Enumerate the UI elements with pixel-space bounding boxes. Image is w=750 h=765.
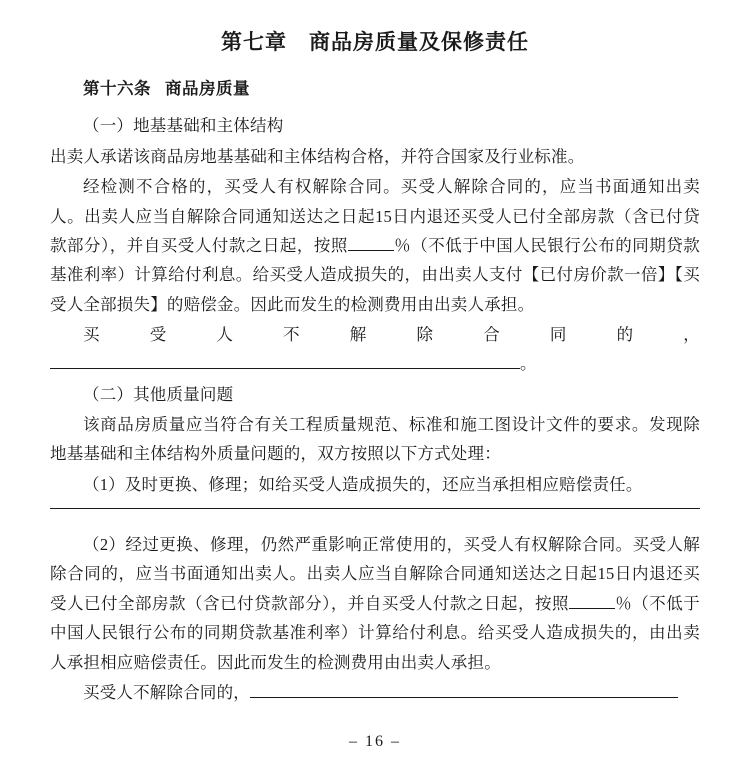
fill-in-rule-row — [50, 508, 700, 526]
paragraph-3 — [50, 320, 700, 379]
chapter-title-number: 第七章 — [221, 30, 287, 54]
no-termination-blank-2[interactable] — [250, 680, 678, 698]
paragraph-4: 该商品房质量应当符合有关工程质量规范、标准和施工图设计文件的要求。发现除地基基础和主体结构外质量问题的，双方按照以下方式处理： — [50, 415, 700, 464]
chapter-title — [50, 28, 700, 57]
article-title: 商品房质量 — [165, 79, 250, 99]
list-item-1: （1）及时更换、修理；如给买受人造成损失的，还应当承担相应赔偿责任。 — [83, 474, 643, 494]
page-number: – 16 – — [349, 733, 401, 750]
section-one-heading: （一）地基基础和主体结构 — [83, 116, 284, 136]
paragraph-1: 出卖人承诺该商品房地基基础和主体结构合格，并符合国家及行业标准。 — [50, 146, 585, 166]
list-item-2-part-b: ％（不低于中国人民银行公布的同期贷款基准利率）计算给付利息。给买受人造成损失的，由出卖人承担相应赔偿责任。因此而发生的检测费用由出卖人承担。 — [50, 593, 701, 672]
list-item-2-part-a: （2）经过更换、修理，仍然严重影响正常使用的，买受人有权解除合同。买受人解除合同的，应当书面通知出卖人。出卖人应当自解除合同通知送达之日起15日内退还买受人已付全部房款（含已付贷款部分），并自买受人付款之日起，按照 — [50, 535, 700, 613]
paragraph-2-part-a: 经检测不合格的，买受人有权解除合同。买受人解除合同的，应当书面通知出卖人。出卖人应当自解除合同通知送达之日起15日内退还买受人已付全部房款（含已付贷款部分），并自买受人付款之日起，按照 — [50, 177, 700, 255]
paragraph-5 — [50, 678, 700, 707]
list-item-2 — [50, 530, 700, 677]
paragraph-3-prefix: 买受人不解除合同的， — [83, 324, 700, 344]
no-termination-blank-1[interactable] — [50, 352, 520, 370]
paragraph-2 — [50, 172, 700, 319]
interest-rate-blank-2[interactable] — [569, 591, 615, 609]
chapter-title-text: 商品房质量及保修责任 — [309, 30, 529, 54]
paragraph-3-suffix: 。 — [520, 354, 537, 374]
section-two-heading: （二）其他质量问题 — [83, 384, 234, 404]
fill-in-rule[interactable] — [50, 508, 700, 509]
article-heading — [50, 75, 700, 103]
article-number: 第十六条 — [83, 79, 151, 99]
interest-rate-blank-1[interactable] — [348, 233, 394, 251]
paragraph-5-prefix: 买受人不解除合同的， — [83, 682, 250, 702]
paragraph-2-part-b: ％（不低于中国人民银行公布的同期贷款基准利率）计算给付利息。给买受人造成损失的，由出卖人支付【已付房价款一倍】【买受人全部损失】的赔偿金。因此而发生的检测费用由出卖人承担。 — [50, 235, 700, 314]
